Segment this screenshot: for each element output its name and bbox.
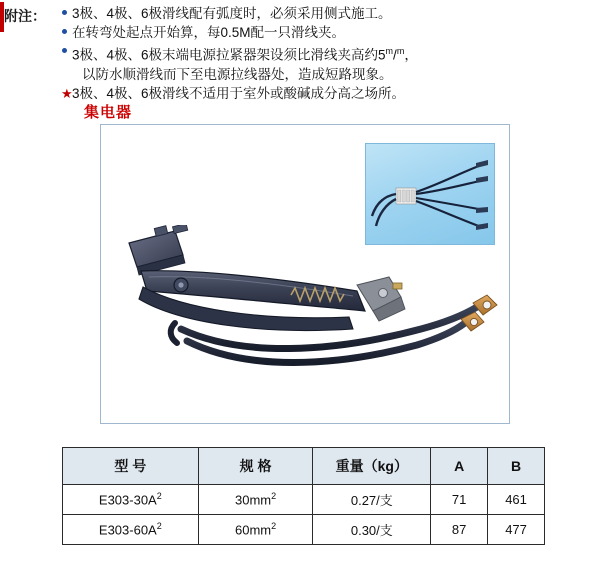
note-text: 在转弯处起点开始算，每0.5M配一只滑线夹。: [72, 25, 346, 40]
cell-spec: [198, 485, 313, 515]
list-item: [62, 23, 601, 42]
notes-list: [0, 4, 607, 103]
product-image-panel: [100, 124, 510, 424]
cable-lug-upper: [473, 295, 497, 315]
cell-weight: 0.30/支: [313, 515, 431, 545]
bullet-icon: [62, 48, 67, 53]
table-header-row: [63, 448, 545, 485]
list-item: [62, 42, 601, 84]
note-text-continuation: 以防水顺滑线而下至电源拉线器处，造成短路现象。: [82, 66, 393, 82]
note-text: 3极、4极、6极末端电源拉紧器架设须比滑线夹高约5: [72, 47, 386, 63]
cell-model: [63, 485, 199, 515]
cell-model: [63, 515, 199, 545]
cell-b: 477: [488, 515, 545, 545]
note-text-superscript: m: [385, 46, 394, 56]
table-row: [63, 515, 545, 545]
cell-a: 87: [431, 515, 488, 545]
note-text-slash: /: [393, 47, 397, 63]
table-header-spec: 规 格: [198, 448, 313, 485]
note-text: 3极、4极、6极滑线不适用于室外或酸碱成分高之场所。: [72, 85, 406, 101]
page-title: 集电器: [84, 104, 133, 121]
cell-model-text: E303-30A: [98, 492, 157, 508]
cell-model-text: E303-60A: [98, 522, 157, 538]
cell-a: 71: [431, 485, 488, 515]
table-header-model: 型 号: [63, 448, 199, 485]
star-icon: ★: [61, 85, 73, 101]
mounting-bracket: [357, 277, 405, 321]
note-text-tail: ，: [404, 47, 418, 63]
cell-model-superscript: 2: [156, 491, 162, 502]
cell-spec-text: 30mm: [234, 492, 272, 508]
main-collector-drawing: [121, 225, 501, 405]
bullet-icon: [62, 29, 67, 34]
table-row: [63, 485, 545, 515]
note-text-superscript-2: m: [396, 46, 405, 56]
notes-block: [0, 0, 607, 103]
bullet-icon: [62, 10, 67, 15]
cell-model-superscript: 2: [156, 521, 162, 532]
table-header-weight: 重量（kg）: [313, 448, 431, 485]
list-item: [62, 4, 601, 23]
cell-spec-superscript: 2: [271, 521, 277, 532]
spec-table: [62, 447, 545, 545]
list-item: [62, 84, 601, 103]
cell-spec: [198, 515, 313, 545]
cell-b: 461: [488, 485, 545, 515]
cell-weight: 0.27/支: [313, 485, 431, 515]
notes-label: 附注：: [4, 8, 46, 24]
collector-shoe-head: [129, 225, 188, 275]
spec-table-wrapper: [62, 447, 545, 545]
product-image: [101, 125, 509, 423]
cell-spec-superscript: 2: [271, 491, 277, 502]
table-header-a: A: [431, 448, 488, 485]
table-header-b: B: [488, 448, 545, 485]
note-text: 3极、4极、6极滑线配有弧度时，必须采用侧式施工。: [72, 6, 392, 21]
cell-spec-text: 60mm: [234, 522, 272, 538]
